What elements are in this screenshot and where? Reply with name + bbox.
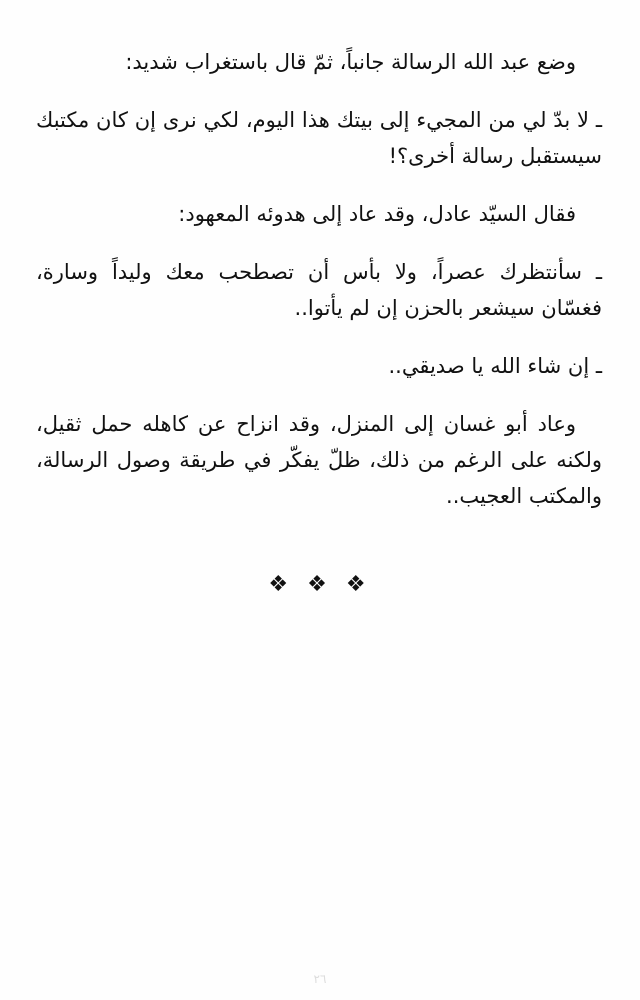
section-separator	[0, 572, 640, 597]
paragraph-narration-2: فقال السيّد عادل، وقد عاد إلى هدوئه المعهود:	[178, 202, 576, 226]
paragraph-narration-3: وعاد أبو غسان إلى المنزل، وقد انزاح عن كاهله حمل ثقيل، ولكنه على الرغم من ذلك، ظلّ يفكّر في طريقة وصول الرسالة، والمكتب العجيب..	[36, 412, 602, 508]
page-number: ٢٦	[313, 972, 327, 986]
paragraph-dialogue-1: ـ لا بدّ لي من المجيء إلى بيتك هذا اليوم، لكي نرى إن كان مكتبك سيستقبل رسالة أخرى؟!	[36, 108, 602, 168]
diamond-ornament-icon: ❖	[345, 572, 372, 597]
paragraph-dialogue-3: ـ إن شاء الله يا صديقي..	[388, 354, 602, 378]
paragraph-narration-1: وضع عبد الله الرسالة جانباً، ثمّ قال باستغراب شديد:	[125, 50, 576, 74]
body-text	[36, 44, 602, 514]
diamond-ornament-icon: ❖	[268, 572, 295, 597]
diamond-ornament-icon: ❖	[307, 572, 333, 597]
paragraph-dialogue-2: ـ سأنتظرك عصراً، ولا بأس أن تصطحب معك وليداً وسارة، فغسّان سيشعر بالحزن إن لم يأتوا..	[36, 260, 602, 320]
